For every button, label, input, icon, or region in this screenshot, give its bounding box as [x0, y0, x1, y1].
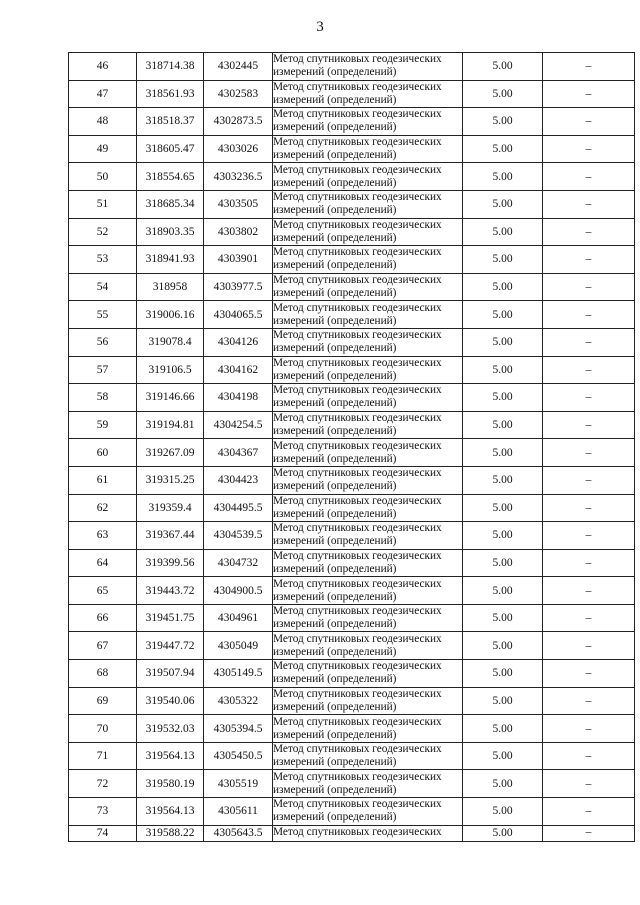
note-value: – — [543, 273, 635, 301]
accuracy-value: 5.00 — [463, 53, 543, 81]
accuracy-value: 5.00 — [463, 742, 543, 770]
accuracy-value: 5.00 — [463, 190, 543, 218]
coord-x: 319315.25 — [137, 466, 204, 494]
coord-y: 4305643.5 — [204, 825, 273, 841]
note-value: – — [543, 494, 635, 522]
coord-x: 319451.75 — [137, 604, 204, 632]
method-line-1: Метод спутниковых геодезических — [273, 439, 442, 452]
coord-y: 4304732 — [204, 549, 273, 577]
note-value: – — [543, 108, 635, 136]
method-line-2: измерений (определений) — [273, 590, 397, 603]
coordinates-table — [68, 52, 635, 842]
table-row — [69, 687, 635, 715]
coord-x: 319399.56 — [137, 549, 204, 577]
method-line-2: измерений (определений) — [273, 66, 397, 79]
method-cell — [273, 273, 463, 301]
method-line-2: измерений (определений) — [273, 149, 397, 162]
table-row — [69, 439, 635, 467]
accuracy-value: 5.00 — [463, 549, 543, 577]
method-cell — [273, 466, 463, 494]
method-cell — [273, 770, 463, 798]
note-value: – — [543, 53, 635, 81]
method-line-1: Метод спутниковых геодезических — [273, 825, 442, 838]
coord-x: 318605.47 — [137, 135, 204, 163]
accuracy-value: 5.00 — [463, 660, 543, 688]
coord-x: 318958 — [137, 273, 204, 301]
coord-x: 318714.38 — [137, 53, 204, 81]
coord-x: 318561.93 — [137, 80, 204, 108]
table-row — [69, 218, 635, 246]
note-value: – — [543, 246, 635, 274]
note-value: – — [543, 522, 635, 550]
method-cell — [273, 411, 463, 439]
point-number: 69 — [69, 687, 137, 715]
coord-x: 319564.13 — [137, 798, 204, 826]
accuracy-value: 5.00 — [463, 356, 543, 384]
method-cell — [273, 522, 463, 550]
method-line-2: измерений (определений) — [273, 314, 397, 327]
point-number: 46 — [69, 53, 137, 81]
coord-x: 318518.37 — [137, 108, 204, 136]
coord-y: 4304162 — [204, 356, 273, 384]
method-cell — [273, 549, 463, 577]
method-line-1: Метод спутниковых геодезических — [273, 770, 442, 783]
point-number: 52 — [69, 218, 137, 246]
coord-y: 4304423 — [204, 466, 273, 494]
coord-y: 4305049 — [204, 632, 273, 660]
note-value: – — [543, 328, 635, 356]
method-line-1: Метод спутниковых геодезических — [273, 191, 442, 204]
accuracy-value: 5.00 — [463, 218, 543, 246]
table-row — [69, 108, 635, 136]
coord-x: 319367.44 — [137, 522, 204, 550]
method-line-1: Метод спутниковых геодезических — [273, 329, 442, 342]
point-number: 54 — [69, 273, 137, 301]
point-number: 67 — [69, 632, 137, 660]
coord-y: 4305322 — [204, 687, 273, 715]
accuracy-value: 5.00 — [463, 439, 543, 467]
method-cell — [273, 687, 463, 715]
table-row — [69, 632, 635, 660]
method-line-1: Метод спутниковых геодезических — [273, 108, 442, 121]
method-line-1: Метод спутниковых геодезических — [273, 412, 442, 425]
method-cell — [273, 163, 463, 191]
point-number: 55 — [69, 301, 137, 329]
method-cell — [273, 798, 463, 826]
method-line-2: измерений (определений) — [273, 480, 397, 493]
accuracy-value: 5.00 — [463, 273, 543, 301]
table-row — [69, 80, 635, 108]
note-value: – — [543, 466, 635, 494]
method-line-2: измерений (определений) — [273, 259, 397, 272]
note-value: – — [543, 384, 635, 412]
note-value: – — [543, 549, 635, 577]
method-line-1: Метод спутниковых геодезических — [273, 632, 442, 645]
coord-x: 318685.34 — [137, 190, 204, 218]
note-value: – — [543, 577, 635, 605]
table-row — [69, 301, 635, 329]
method-line-2: измерений (определений) — [273, 342, 397, 355]
coord-y: 4303901 — [204, 246, 273, 274]
method-line-1: Метод спутниковых геодезических — [273, 549, 442, 562]
note-value: – — [543, 604, 635, 632]
coord-x: 319588.22 — [137, 825, 204, 841]
coord-x: 319564.13 — [137, 742, 204, 770]
coord-y: 4304367 — [204, 439, 273, 467]
coord-y: 4303026 — [204, 135, 273, 163]
method-cell — [273, 218, 463, 246]
method-cell — [273, 632, 463, 660]
accuracy-value: 5.00 — [463, 494, 543, 522]
coord-y: 4302583 — [204, 80, 273, 108]
coord-x: 319006.16 — [137, 301, 204, 329]
coord-x: 319267.09 — [137, 439, 204, 467]
note-value: – — [543, 301, 635, 329]
table-row — [69, 549, 635, 577]
method-line-1: Метод спутниковых геодезических — [273, 577, 442, 590]
coord-y: 4303802 — [204, 218, 273, 246]
method-line-2: измерений (определений) — [273, 535, 397, 548]
point-number: 58 — [69, 384, 137, 412]
coord-x: 319532.03 — [137, 715, 204, 743]
point-number: 50 — [69, 163, 137, 191]
coord-y: 4302445 — [204, 53, 273, 81]
accuracy-value: 5.00 — [463, 246, 543, 274]
page-number: 3 — [316, 19, 324, 35]
note-value: – — [543, 770, 635, 798]
method-line-2: измерений (определений) — [273, 231, 397, 244]
note-value: – — [543, 632, 635, 660]
method-line-2: измерений (определений) — [273, 811, 397, 824]
table-body — [69, 53, 635, 842]
coord-y: 4304961 — [204, 604, 273, 632]
method-line-1: Метод спутниковых геодезических — [273, 301, 442, 314]
coord-x: 318903.35 — [137, 218, 204, 246]
point-number: 63 — [69, 522, 137, 550]
coord-y: 4304900.5 — [204, 577, 273, 605]
coord-x: 319146.66 — [137, 384, 204, 412]
accuracy-value: 5.00 — [463, 825, 543, 841]
method-line-2: измерений (определений) — [273, 645, 397, 658]
point-number: 64 — [69, 549, 137, 577]
method-line-2: измерений (определений) — [273, 204, 397, 217]
coord-x: 319078.4 — [137, 328, 204, 356]
accuracy-value: 5.00 — [463, 80, 543, 108]
method-line-1: Метод спутниковых геодезических — [273, 53, 442, 66]
note-value: – — [543, 356, 635, 384]
method-line-2: измерений (определений) — [273, 700, 397, 713]
method-cell — [273, 328, 463, 356]
point-number: 74 — [69, 825, 137, 841]
accuracy-value: 5.00 — [463, 632, 543, 660]
method-line-1: Метод спутниковых геодезических — [273, 384, 442, 397]
method-line-2: измерений (определений) — [273, 397, 397, 410]
method-line-1: Метод спутниковых геодезических — [273, 467, 442, 480]
table-row — [69, 494, 635, 522]
method-line-2: измерений (определений) — [273, 783, 397, 796]
note-value: – — [543, 190, 635, 218]
method-cell — [273, 108, 463, 136]
table-row — [69, 742, 635, 770]
method-line-2: измерений (определений) — [273, 425, 397, 438]
method-line-2: измерений (определений) — [273, 121, 397, 134]
method-line-1: Метод спутниковых геодезических — [273, 494, 442, 507]
point-number: 66 — [69, 604, 137, 632]
coord-y: 4305149.5 — [204, 660, 273, 688]
method-line-2: измерений (определений) — [273, 452, 397, 465]
coord-y: 4304495.5 — [204, 494, 273, 522]
method-cell — [273, 53, 463, 81]
method-line-2: измерений (определений) — [273, 562, 397, 575]
coord-x: 319540.06 — [137, 687, 204, 715]
table-row — [69, 328, 635, 356]
method-line-1: Метод спутниковых геодезических — [273, 356, 442, 369]
method-line-2: измерений (определений) — [273, 176, 397, 189]
accuracy-value: 5.00 — [463, 384, 543, 412]
accuracy-value: 5.00 — [463, 135, 543, 163]
method-cell — [273, 715, 463, 743]
table-row — [69, 798, 635, 826]
point-number: 49 — [69, 135, 137, 163]
coord-y: 4304539.5 — [204, 522, 273, 550]
accuracy-value: 5.00 — [463, 687, 543, 715]
accuracy-value: 5.00 — [463, 522, 543, 550]
method-line-2: измерений (определений) — [273, 93, 397, 106]
coord-y: 4305394.5 — [204, 715, 273, 743]
point-number: 48 — [69, 108, 137, 136]
coord-x: 319580.19 — [137, 770, 204, 798]
accuracy-value: 5.00 — [463, 798, 543, 826]
method-line-1: Метод спутниковых геодезических — [273, 798, 442, 811]
coord-x: 319507.94 — [137, 660, 204, 688]
method-line-1: Метод спутниковых геодезических — [273, 660, 442, 673]
point-number: 68 — [69, 660, 137, 688]
accuracy-value: 5.00 — [463, 108, 543, 136]
coord-x: 319106.5 — [137, 356, 204, 384]
method-cell — [273, 301, 463, 329]
method-line-1: Метод спутниковых геодезических — [273, 246, 442, 259]
point-number: 57 — [69, 356, 137, 384]
method-cell — [273, 604, 463, 632]
coord-x: 319359.4 — [137, 494, 204, 522]
method-line-1: Метод спутниковых геодезических — [273, 605, 442, 618]
method-line-2: измерений (определений) — [273, 287, 397, 300]
table-row — [69, 163, 635, 191]
coord-y: 4304198 — [204, 384, 273, 412]
coord-x: 319194.81 — [137, 411, 204, 439]
note-value: – — [543, 80, 635, 108]
note-value: – — [543, 218, 635, 246]
coord-y: 4304065.5 — [204, 301, 273, 329]
point-number: 65 — [69, 577, 137, 605]
method-cell — [273, 80, 463, 108]
table-row — [69, 135, 635, 163]
method-line-2: измерений (определений) — [273, 728, 397, 741]
table-row — [69, 190, 635, 218]
coord-y: 4302873.5 — [204, 108, 273, 136]
method-cell — [273, 190, 463, 218]
accuracy-value: 5.00 — [463, 328, 543, 356]
coord-x: 318941.93 — [137, 246, 204, 274]
method-cell — [273, 356, 463, 384]
method-line-1: Метод спутниковых геодезических — [273, 136, 442, 149]
method-line-1: Метод спутниковых геодезических — [273, 274, 442, 287]
point-number: 53 — [69, 246, 137, 274]
accuracy-value: 5.00 — [463, 301, 543, 329]
note-value: – — [543, 411, 635, 439]
method-cell — [273, 135, 463, 163]
table-row — [69, 411, 635, 439]
coord-y: 4305450.5 — [204, 742, 273, 770]
point-number: 51 — [69, 190, 137, 218]
point-number: 73 — [69, 798, 137, 826]
table-row — [69, 273, 635, 301]
note-value: – — [543, 660, 635, 688]
method-cell — [273, 742, 463, 770]
method-line-1: Метод спутниковых геодезических — [273, 715, 442, 728]
coord-y: 4304126 — [204, 328, 273, 356]
method-cell — [273, 439, 463, 467]
method-cell — [273, 825, 463, 841]
table-row — [69, 604, 635, 632]
table-row — [69, 715, 635, 743]
point-number: 61 — [69, 466, 137, 494]
coord-x: 319443.72 — [137, 577, 204, 605]
method-cell — [273, 494, 463, 522]
accuracy-value: 5.00 — [463, 466, 543, 494]
accuracy-value: 5.00 — [463, 715, 543, 743]
method-line-2: измерений (определений) — [273, 369, 397, 382]
table-row — [69, 53, 635, 81]
method-line-2: измерений (определений) — [273, 756, 397, 769]
accuracy-value: 5.00 — [463, 577, 543, 605]
table-row — [69, 770, 635, 798]
point-number: 59 — [69, 411, 137, 439]
method-line-1: Метод спутниковых геодезических — [273, 522, 442, 535]
coord-x: 318554.65 — [137, 163, 204, 191]
note-value: – — [543, 742, 635, 770]
coord-y: 4303505 — [204, 190, 273, 218]
accuracy-value: 5.00 — [463, 163, 543, 191]
table-row — [69, 356, 635, 384]
method-line-1: Метод спутниковых геодезических — [273, 743, 442, 756]
coord-x: 319447.72 — [137, 632, 204, 660]
note-value: – — [543, 687, 635, 715]
point-number: 72 — [69, 770, 137, 798]
method-cell — [273, 660, 463, 688]
table-row — [69, 660, 635, 688]
method-line-1: Метод спутниковых геодезических — [273, 687, 442, 700]
point-number: 47 — [69, 80, 137, 108]
note-value: – — [543, 798, 635, 826]
method-line-1: Метод спутниковых геодезических — [273, 163, 442, 176]
method-cell — [273, 577, 463, 605]
coord-y: 4303236.5 — [204, 163, 273, 191]
note-value: – — [543, 135, 635, 163]
method-line-2: измерений (определений) — [273, 673, 397, 686]
method-line-2: измерений (определений) — [273, 507, 397, 520]
coord-y: 4305519 — [204, 770, 273, 798]
point-number: 60 — [69, 439, 137, 467]
table-row — [69, 522, 635, 550]
method-cell — [273, 246, 463, 274]
note-value: – — [543, 825, 635, 841]
table-row — [69, 466, 635, 494]
coord-y: 4305611 — [204, 798, 273, 826]
point-number: 62 — [69, 494, 137, 522]
accuracy-value: 5.00 — [463, 770, 543, 798]
table-row — [69, 246, 635, 274]
method-cell — [273, 384, 463, 412]
accuracy-value: 5.00 — [463, 604, 543, 632]
point-number: 56 — [69, 328, 137, 356]
method-line-2: измерений (определений) — [273, 618, 397, 631]
point-number: 70 — [69, 715, 137, 743]
note-value: – — [543, 163, 635, 191]
method-line-1: Метод спутниковых геодезических — [273, 218, 442, 231]
table-row — [69, 577, 635, 605]
note-value: – — [543, 439, 635, 467]
coord-y: 4303977.5 — [204, 273, 273, 301]
table-row — [69, 384, 635, 412]
note-value: – — [543, 715, 635, 743]
table-row-last — [69, 825, 635, 841]
accuracy-value: 5.00 — [463, 411, 543, 439]
point-number: 71 — [69, 742, 137, 770]
method-line-1: Метод спутниковых геодезических — [273, 80, 442, 93]
coord-y: 4304254.5 — [204, 411, 273, 439]
